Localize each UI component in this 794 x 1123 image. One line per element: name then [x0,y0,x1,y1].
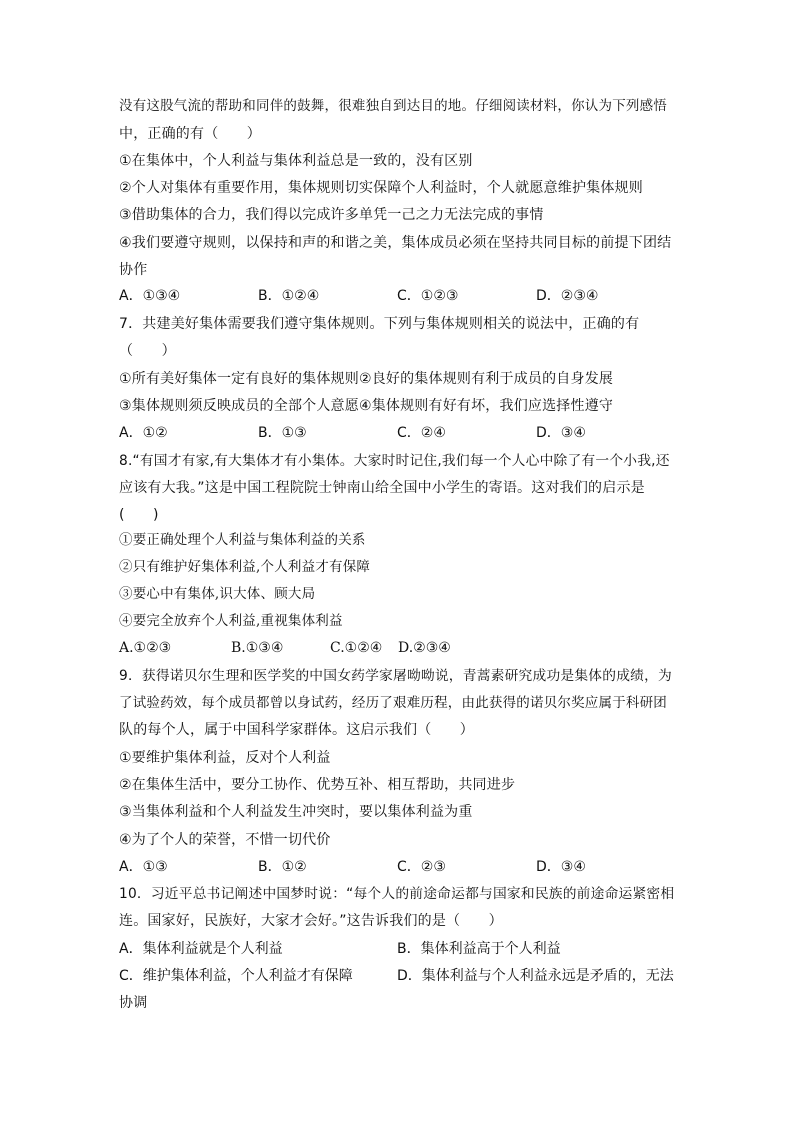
q9-statement-2: ②在集体生活中，要分工协作、优势互补、相互帮助，共同进步 [119,777,516,793]
q6-statement-1: ①在集体中，个人利益与集体利益总是一致的，没有区别 [119,153,473,169]
q9-stem-line1: 9．获得诺贝尔生理和医学奖的中国女药学家屠呦呦说，青蒿素研究成功是集体的成绩，为 [119,668,673,684]
q9-option-a: A．①③ [119,859,168,875]
q9-stem-line3: 队的每个人，属于中国科学家群体。这启示我们（ ） [119,722,474,738]
q9-option-b: B．①② [258,859,307,875]
q10-stem-line2: 连。国家好，民族好，大家才会好。”这告诉我们的是（ ） [119,913,503,929]
q9-stem-line2: 了试验药效，每个成员都曾以身试药，经历了艰难历程，由此获得的诺贝尔奖应属于科研团 [119,695,667,711]
q10-option-d-line1: D．集体利益与个人利益永远是矛盾的，无法 [397,968,674,984]
q6-statement-4-line2: 协作 [119,262,148,278]
q8-option-a: A.①②③ [119,640,172,656]
q7-option-b: B．①③ [258,425,307,441]
q8-statement-1: ①要正确处理个人利益与集体利益的关系 [119,532,366,548]
q10-option-d-line2: 协调 [119,995,148,1011]
q8-option-d: D.②③④ [398,640,451,656]
q8-stem-line3: ( ) [119,507,159,523]
q8-option-c: C.①②④ [330,640,383,656]
q7-statements-1-2: ①所有美好集体一定有良好的集体规则②良好的集体规则有利于成员的自身发展 [119,371,614,387]
q7-statements-3-4: ③集体规则须反映成员的全部个人意愿④集体规则有好有坏，我们应选择性遵守 [119,398,614,414]
q9-statement-4: ④为了个人的荣誉，不惜一切代价 [119,832,331,848]
q9-option-d: D．③④ [536,859,586,875]
q7-option-d: D．③④ [536,425,586,441]
q6-statement-2: ②个人对集体有重要作用，集体规则切实保障个人利益时，个人就愿意维护集体规则 [119,180,643,196]
q8-stem-line2: 应该有大我。”这是中国工程院院士钟南山给全国中小学生的寄语。这对我们的启示是 [119,480,645,496]
q6-stem-line1: 没有这股气流的帮助和同伴的鼓舞，很难独自到达目的地。仔细阅读材料，你认为下列感悟 [119,98,667,114]
q10-option-b: B．集体利益高于个人利益 [397,941,561,957]
q7-stem-line1: 7．共建美好集体需要我们遵守集体规则。下列与集体规则相关的说法中，正确的有 [119,316,640,332]
q6-option-c: C．①②③ [397,288,459,304]
q7-option-c: C．②④ [397,425,446,441]
q9-option-c: C．②③ [397,859,446,875]
q9-statement-1: ①要维护集体利益，反对个人利益 [119,750,331,766]
q8-option-b: B.①③④ [231,640,284,656]
q10-option-c: C．维护集体利益，个人利益才有保障 [119,968,353,984]
q10-option-a: A．集体利益就是个人利益 [119,941,283,957]
q6-statement-3: ③借助集体的合力，我们得以完成许多单凭一己之力无法完成的事情 [119,207,544,223]
q8-statement-4: ④要完全放弃个人利益,重视集体利益 [119,613,343,629]
q10-stem-line1: 10．习近平总书记阐述中国梦时说：“每个人的前途命运都与国家和民族的前途命运紧密相 [119,886,675,902]
q7-option-a: A．①② [119,425,168,441]
q7-stem-line2: （ ） [119,343,176,359]
q6-statement-4-line1: ④我们要遵守规则，以保持和声的和谐之美，集体成员必须在坚持共同目标的前提下团结 [119,235,672,251]
q6-option-a: A．①③④ [119,288,181,304]
q6-option-b: B．①②④ [258,288,320,304]
q8-stem-line1: 8.“有国才有家,有大集体才有小集体。大家时时记住,我们每一个人心中除了有一个小我,还 [119,453,670,469]
q8-statement-3: ③要心中有集体,识大体、顾大局 [119,586,316,602]
q9-statement-3: ③当集体利益和个人利益发生冲突时，要以集体利益为重 [119,804,473,820]
q6-option-d: D．②③④ [536,288,599,304]
q6-stem-line2: 中，正确的有（ ） [119,126,261,142]
q8-statement-2: ②只有维护好集体利益,个人利益才有保障 [119,559,371,575]
